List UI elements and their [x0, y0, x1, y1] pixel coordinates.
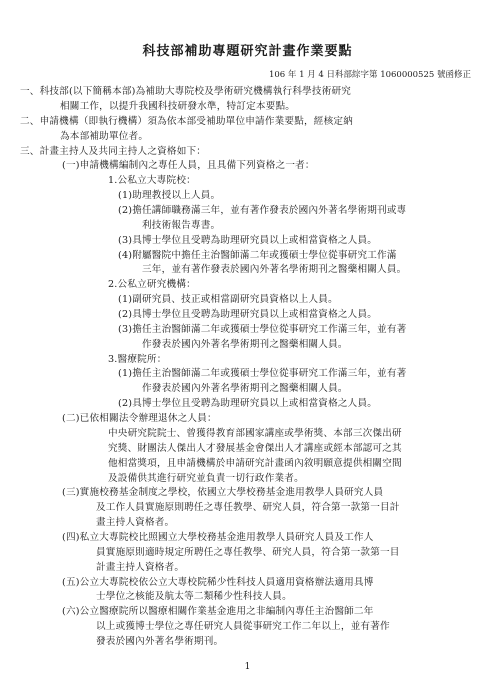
item-6-line-1: (六)公立醫療院所以醫療相關作業基金進用之非編制內專任主治醫師二年	[62, 606, 374, 618]
sub-1-2-line-2: 利技術報告專書。	[142, 219, 221, 231]
sub-1-4-line-2: 三年，並有著作發表於國內外著名學術期刊之醫藥相關人員。	[142, 264, 407, 276]
sub-1-1: (1)助理教授以上人員。	[118, 190, 221, 202]
sub-1-2-line-1: (2)擔任講師職務滿三年，並有著作發表於國內外著名學術期刊或專	[118, 204, 407, 216]
item-2-line-4: 及設備供其進行研究並負責一切行政作業者。	[108, 472, 304, 484]
sub-3-1-line-1: (1)擔任主治醫師滿二年或獲碩士學位從事研究工作滿三年，並有著	[118, 368, 407, 380]
sub-3-2: (2)具博士學位且受聘為助理研究員以上或相當資格之人員。	[118, 398, 378, 410]
sub-1-heading: 1.公私立大專院校：	[108, 175, 196, 187]
sub-2-2: (2)具博士學位且受聘為助理研究員以上或相當資格之人員。	[118, 309, 378, 320]
item-4-line-1: (四)私立大專院校比照國立大學校務基金進用教學人員研究人員及工作人	[62, 531, 374, 543]
amendment-note: 106 年 1 月 4 日科部綜字第 1060000525 號函修正	[268, 70, 471, 80]
clause-2-line-2: 為本部補助單位者。	[60, 130, 149, 142]
item-3-line-1: (三)實施校務基金制度之學校，依國立大學校務基金進用教學人員研究人員	[62, 487, 384, 499]
item-3-line-3: 畫主持人資格者。	[96, 517, 175, 529]
item-5-line-2: 士學位之核能及航太等二類稀少性科技人員。	[96, 591, 292, 603]
sub-2-3-line-1: (3)擔任主治醫師滿二年或獲碩士學位從事研究工作滿三年，並有著	[118, 323, 407, 335]
item-4-line-2: 員實施原則適時規定所聘任之專任教學、研究人員，符合第一款第一目	[96, 546, 400, 558]
item-6-line-3: 發表於國內外著名學術期刊。	[96, 636, 224, 647]
item-2-line-2: 究獎、財團法人傑出人才發展基金會傑出人才講座或經本部認可之其	[108, 442, 402, 454]
page-number: 1	[244, 662, 251, 672]
item-5-line-1: (五)公立大專院校依公立大專校院稀少性科技人員適用資格辦法適用具博	[62, 576, 374, 588]
item-6-line-2: 以上或獲博士學位之專任研究人員從事研究工作二年以上，並有著作	[96, 621, 390, 633]
item-2-line-3: 他相當獎項，且申請機構於申請研究計畫函內敘明願意提供相關空間	[108, 457, 402, 469]
clause-1-line-1: 一、科技部(以下簡稱本部)為補助大專院校及學術研究機構執行科學技術研究	[20, 86, 352, 97]
clause-2-line-1: 二、申請機構（即執行機構）須為依本部受補助單位申請作業要點，經核定納	[20, 115, 353, 127]
sub-2-1: (1)副研究員、技正或相當副研究員資格以上人員。	[118, 294, 338, 306]
item-2-line-1: 中央研究院院士、曾獲得教育部國家講座或學術獎、本部三次傑出研	[108, 427, 402, 439]
sub-2-3-line-2: 作發表於國內外著名學術期刊之醫藥相關人員。	[142, 338, 348, 350]
sub-1-3: (3)具博士學位且受聘為助理研究員以上或相當資格之人員。	[118, 234, 378, 246]
item-2-heading: (二)已依相關法令辦理退休之人員：	[62, 413, 217, 424]
sub-1-4-line-1: (4)附屬醫院中擔任主治醫師滿二年或獲碩士學位從事研究工作滿	[118, 249, 397, 261]
sub-3-heading: 3.醫療院所：	[108, 353, 167, 365]
sub-3-1-line-2: 作發表於國內外著名學術期刊之醫藥相關人員。	[142, 383, 348, 395]
sub-2-heading: 2.公私立研究機構：	[108, 279, 196, 291]
clause-3-heading: 三、計畫主持人及共同主持人之資格如下：	[20, 145, 207, 157]
item-1-heading: (一)申請機構編制內之專任人員，且具備下列資格之一者：	[62, 160, 315, 172]
item-3-line-2: 及工作人員實施原則聘任之專任教學、研究人員，符合第一款第一目計	[96, 502, 400, 514]
item-4-line-3: 計畫主持人資格者。	[96, 561, 185, 573]
document-title: 科技部補助專題研究計畫作業要點	[142, 44, 353, 59]
clause-1-line-2: 相關工作，以提升我國科技研發水準，特訂定本要點。	[60, 100, 296, 112]
